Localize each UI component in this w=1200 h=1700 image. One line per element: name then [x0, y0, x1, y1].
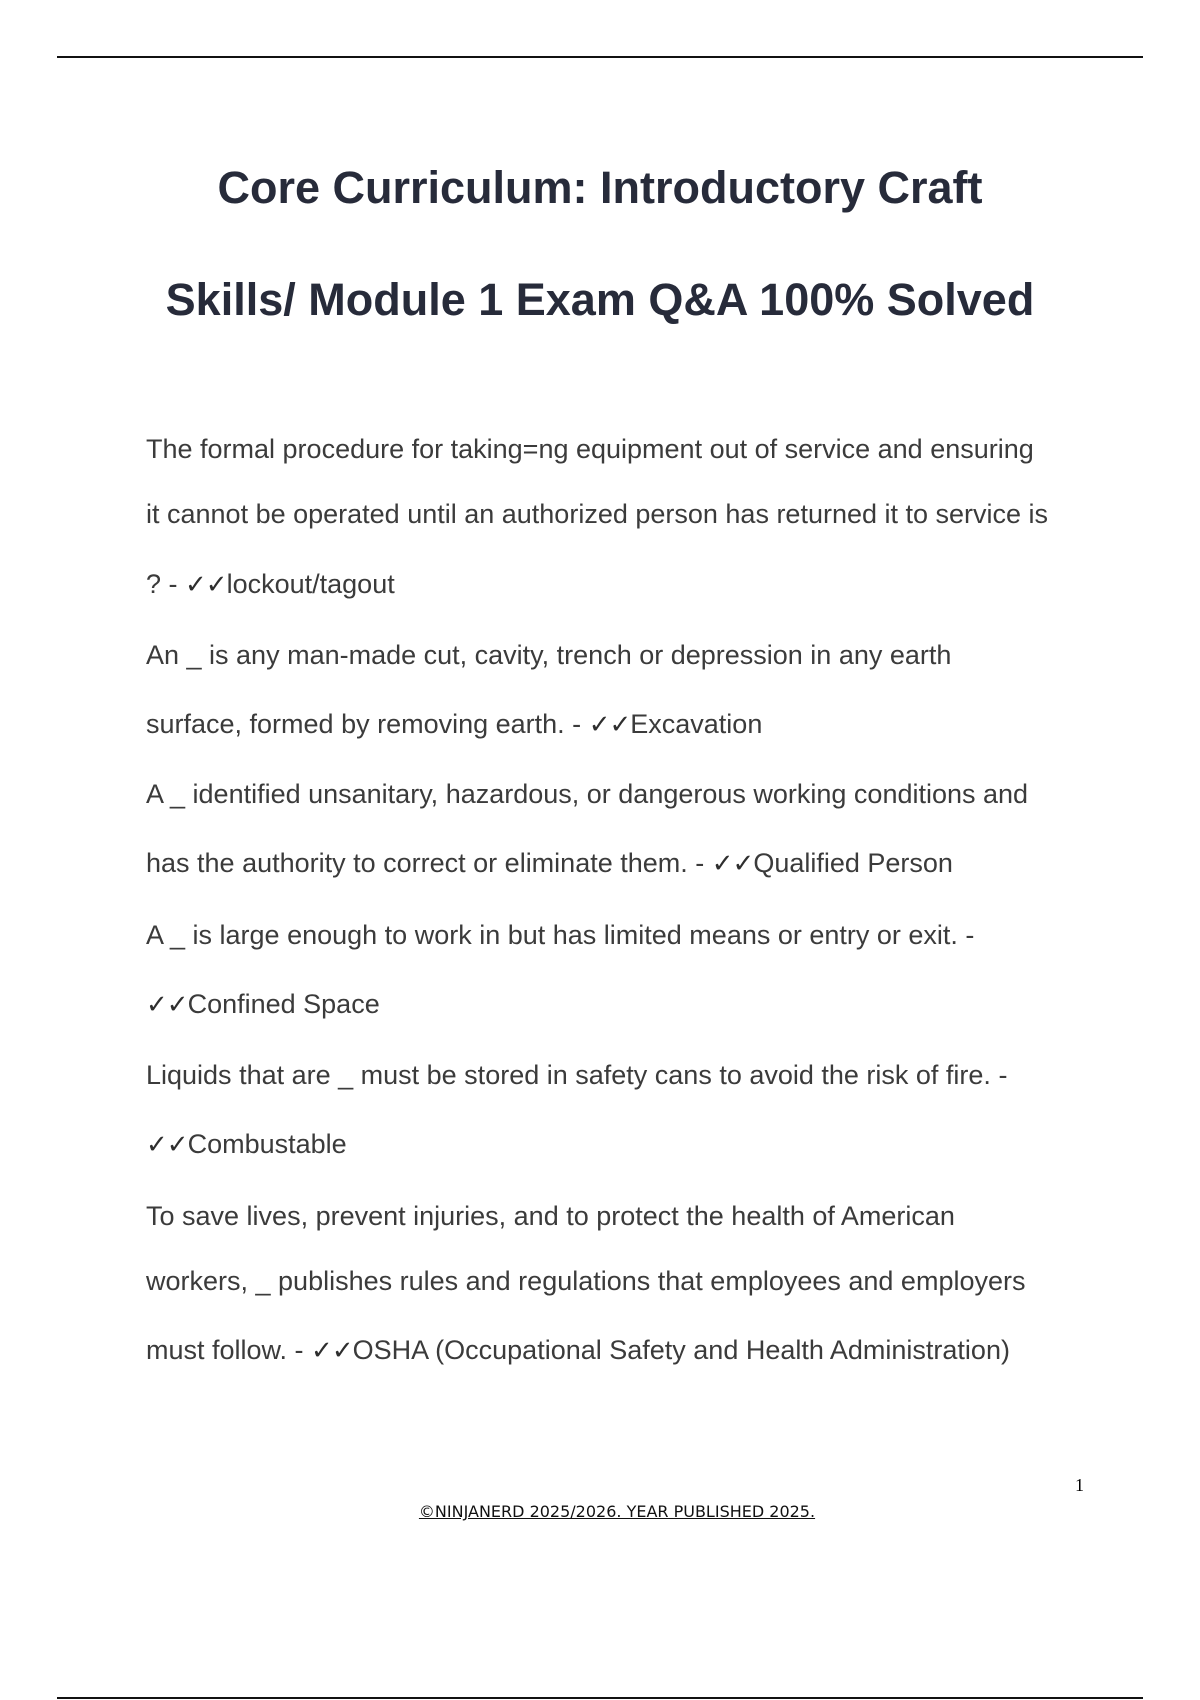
title-line-1: Core Curriculum: Introductory Craft: [217, 162, 983, 213]
question-1-line-3: [146, 567, 395, 602]
title-line-2: Skills/ Module 1 Exam Q&A 100% Solved: [165, 274, 1035, 325]
answer-1: lockout/tagout: [226, 569, 395, 599]
double-check-icon: ✓✓: [711, 849, 754, 879]
answer-3: Qualified Person: [753, 848, 953, 878]
answer-2: Excavation: [630, 709, 763, 739]
double-check-icon: ✓✓: [311, 1336, 353, 1366]
question-3-line-1: A _ identified unsanitary, hazardous, or dangerous working conditions and: [146, 779, 1029, 809]
question-1-line-2: it cannot be operated until an authorized person has returned it to service is: [146, 499, 1049, 529]
question-2-tail: surface, formed by removing earth. -: [146, 709, 589, 739]
question-6-line-2: workers, _ publishes rules and regulations that employees and employers: [146, 1266, 1026, 1296]
double-check-icon: ✓✓: [185, 570, 227, 600]
question-3-line-2: [146, 846, 953, 881]
question-5-line-1: Liquids that are _ must be stored in safety cans to avoid the risk of fire. -: [146, 1060, 1008, 1090]
question-6-line-3: [146, 1333, 1010, 1368]
question-2-line-2: [146, 707, 762, 742]
double-check-icon: ✓✓: [146, 1130, 188, 1160]
question-2-line-1: An _ is any man-made cut, cavity, trench or depression in any earth: [146, 640, 952, 670]
question-5-line-2: [146, 1127, 347, 1162]
question-1-line-1: The formal procedure for taking=ng equipment out of service and ensuring: [146, 434, 1034, 464]
double-check-icon: ✓✓: [146, 990, 188, 1020]
question-3-tail: has the authority to correct or eliminate them. -: [146, 848, 712, 878]
copyright-footer: ©NINJANERD 2025/2026. YEAR PUBLISHED 2025.: [418, 1502, 816, 1521]
document-title: [100, 132, 1100, 356]
bottom-rule: [57, 1697, 1143, 1699]
answer-4: Confined Space: [187, 989, 380, 1019]
answer-6: OSHA (Occupational Safety and Health Administration): [352, 1335, 1010, 1365]
question-4-line-2: [146, 987, 380, 1022]
top-rule: [57, 56, 1143, 58]
question-6-line-1: To save lives, prevent injuries, and to protect the health of American: [146, 1201, 955, 1231]
question-6-tail: must follow. -: [146, 1335, 312, 1365]
answer-5: Combustable: [187, 1129, 347, 1159]
question-1-tail: ? -: [146, 569, 186, 599]
page-number: 1: [1075, 1475, 1084, 1495]
question-4-line-1: A _ is large enough to work in but has limited means or entry or exit. -: [146, 920, 975, 950]
double-check-icon: ✓✓: [588, 710, 631, 740]
